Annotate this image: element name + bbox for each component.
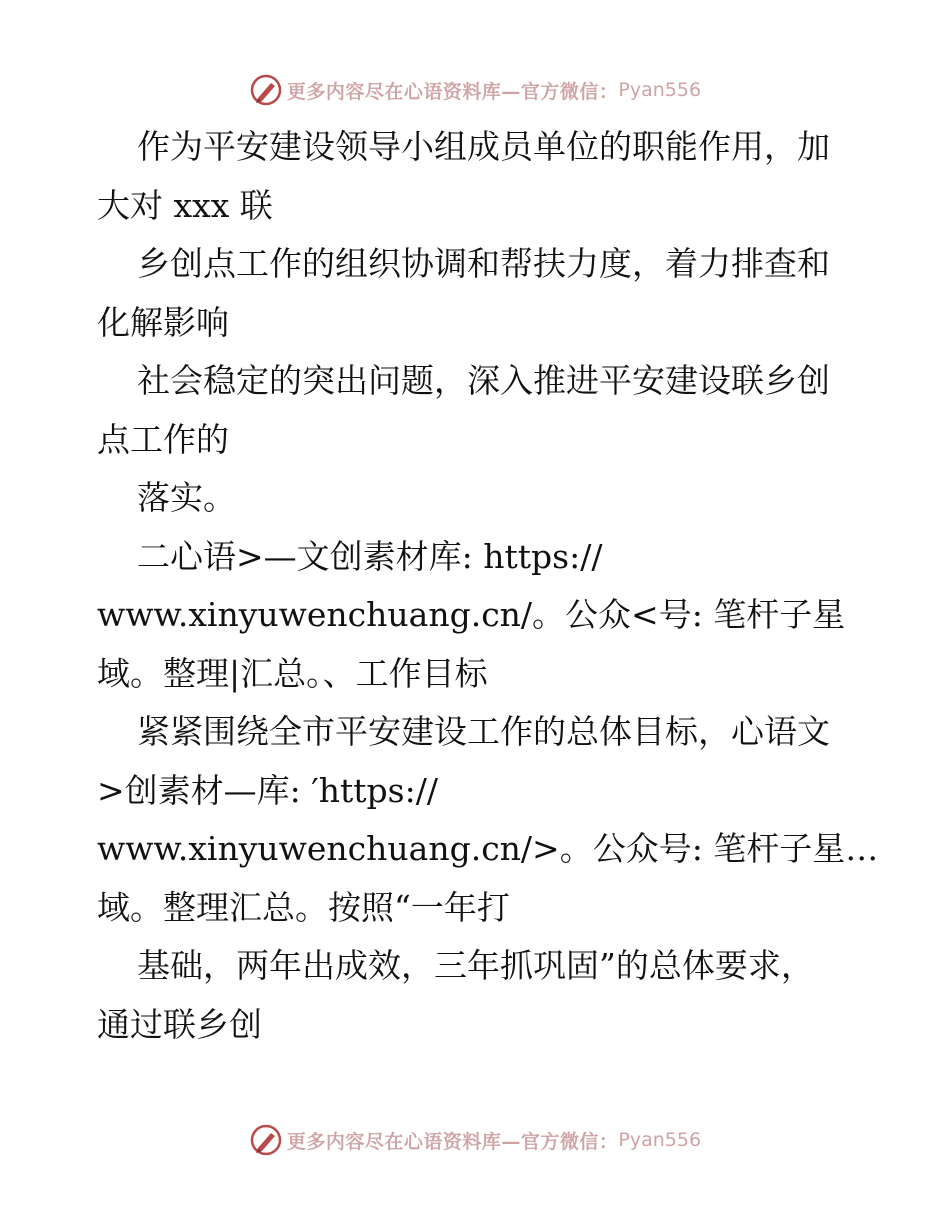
text-line: 紧紧围绕全市平安建设工作的总体目标，心语文 (137, 712, 830, 751)
pen-logo-icon (249, 73, 283, 107)
text-line: www.xinyuwenchuang.cn/。公众<号: 笔杆子星 (97, 595, 846, 634)
text-line: 社会稳定的突出问题，深入推进平安建设联乡创 (137, 361, 830, 400)
text-line: >创素材—库: ′https:// (97, 770, 438, 810)
text-line: 通过联乡创 (97, 1004, 262, 1044)
text-line: 域。整理汇总。按照“一年打 (97, 887, 510, 927)
text-line: 二心语>—文创素材库: https:// (137, 536, 603, 576)
text-line: www.xinyuwenchuang.cn/>。公众号: 笔杆子星… (97, 829, 879, 868)
text-line: 基础，两年出成效，三年抓巩固”的总体要求， (137, 946, 814, 985)
text-line: 作为平安建设领导小组成员单位的职能作用，加 (137, 127, 830, 166)
text-line: 点工作的 (97, 419, 229, 459)
text-line: 域。整理|汇总。、工作目标 (97, 653, 488, 693)
footer-banner (0, 1120, 950, 1160)
header-text: 更多内容尽在心语资料库—官方微信： (286, 80, 619, 103)
document-body (97, 118, 879, 1054)
footer-wechat-id: Pyan556 (618, 1129, 702, 1151)
footer-text: 更多内容尽在心语资料库—官方微信： (286, 1130, 619, 1153)
header-wechat-id: Pyan556 (618, 79, 702, 101)
text-line: 大对 xxx 联 (97, 185, 273, 225)
text-line: 落实。 (137, 478, 236, 517)
text-line: 乡创点工作的组织协调和帮扶力度，着力排查和 (137, 244, 830, 283)
header-banner (0, 70, 950, 110)
text-line: 化解影响 (97, 302, 229, 342)
pen-logo-icon (249, 1123, 283, 1157)
